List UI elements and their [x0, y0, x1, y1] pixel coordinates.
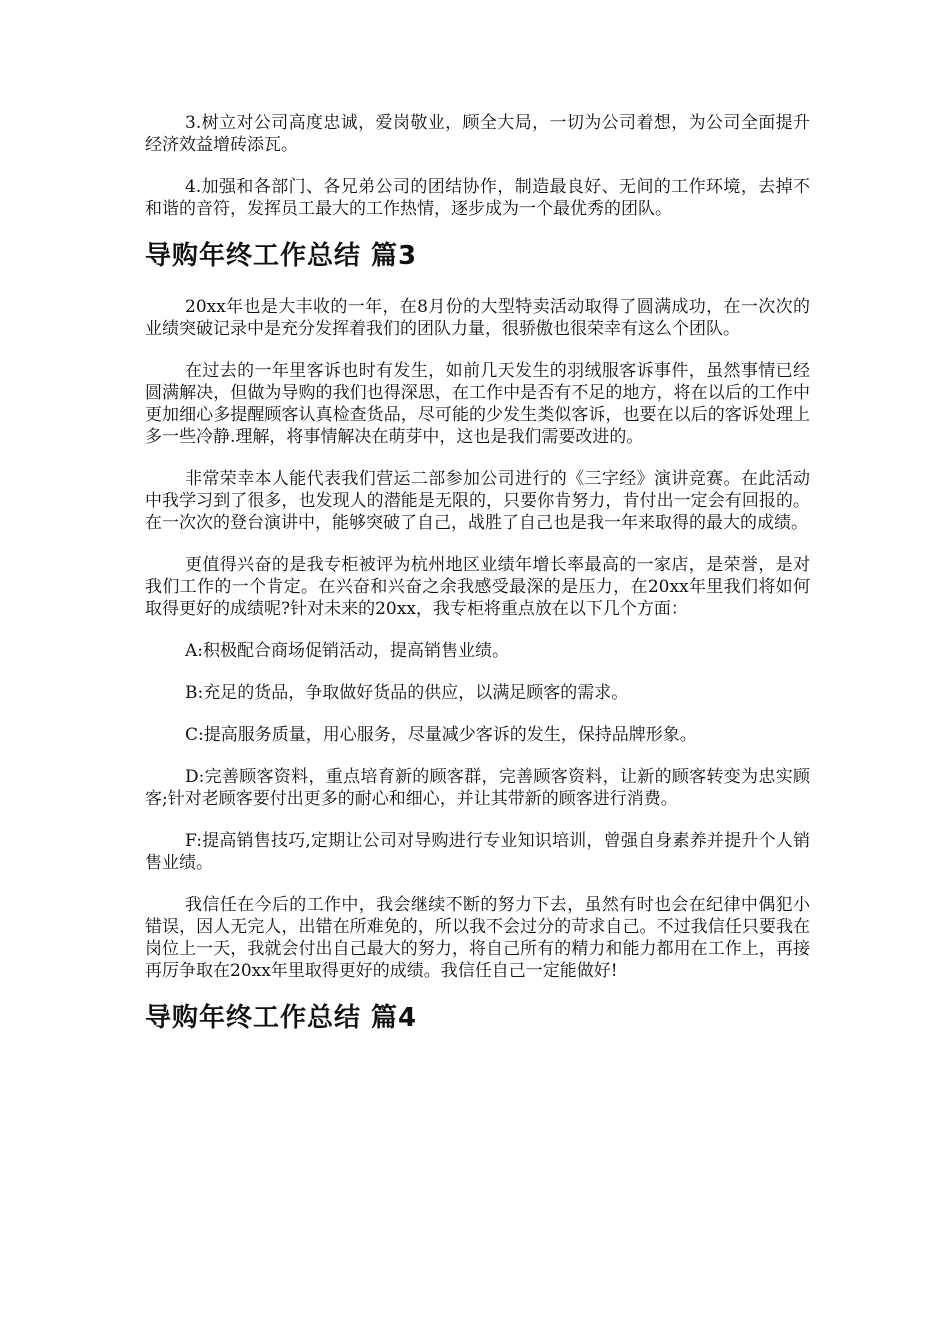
paragraph: 4.加强和各部门、各兄弟公司的团结协作，制造最良好、无间的工作环境，去掉不和谐的音符，发挥员工最大的工作热情，逐步成为一个最优秀的团队。 [145, 177, 810, 219]
section-heading: 导购年终工作总结 篇4 [145, 1003, 418, 1033]
paragraph: 更值得兴奋的是我专柜被评为杭州地区业绩年增长率最高的一家店，是荣誉，是对我们工作的一个肯定。在兴奋和兴奋之余我感受最深的是压力，在20xx年里我们将如何取得更好的成绩呢?针对未来的20xx，我专柜将重点放在以下几个方面： [145, 555, 810, 619]
paragraph: 非常荣幸本人能代表我们营运二部参加公司进行的《三字经》演讲竞赛。在此活动中我学习到了很多，也发现人的潜能是无限的，只要你肯努力，肯付出一定会有回报的。在一次次的登台演讲中，能够突破了自己，战胜了自己也是我一年来取得的最大的成绩。 [145, 469, 810, 533]
list-item: A:积极配合商场促销活动，提高销售业绩。 [185, 641, 510, 661]
list-item: B:充足的货品，争取做好货品的供应，以满足顾客的需求。 [185, 683, 629, 703]
paragraph: 在过去的一年里客诉也时有发生，如前几天发生的羽绒服客诉事件，虽然事情已经圆满解决，但做为导购的我们也得深思，在工作中是否有不足的地方，将在以后的工作中更加细心多提醒顾客认真检查货品，尽可能的少发生类似客诉，也要在以后的客诉处理上多一些冷静.理解，将事情解决在萌芽中，这也是我们需要改进的。 [145, 361, 810, 447]
paragraph: 20xx年也是大丰收的一年，在8月份的大型特卖活动取得了圆满成功，在一次次的业绩突破记录中是充分发挥着我们的团队力量，很骄傲也很荣幸有这么个团队。 [145, 297, 810, 339]
list-item: C:提高服务质量，用心服务，尽量减少客诉的发生，保持品牌形象。 [185, 725, 697, 745]
list-item: D:完善顾客资料，重点培育新的顾客群，完善顾客资料，让新的顾客转变为忠实顾客;针对老顾客要付出更多的耐心和细心，并让其带新的顾客进行消费。 [145, 767, 810, 809]
paragraph: 我信任在今后的工作中，我会继续不断的努力下去，虽然有时也会在纪律中偶犯小错误，因人无完人，出错在所难免的，所以我不会过分的苛求自己。不过我信任只要我在岗位上一天，我就会付出自己最大的努力，将自己所有的精力和能力都用在工作上，再接再厉争取在20xx年里取得更好的成绩。我信任自己一定能做好! [145, 895, 810, 981]
paragraph: 3.树立对公司高度忠诚，爱岗敬业，顾全大局，一切为公司着想，为公司全面提升经济效益增砖添瓦。 [145, 113, 810, 155]
document-body [145, 112, 810, 1058]
section-heading: 导购年终工作总结 篇3 [145, 241, 418, 271]
list-item: F:提高销售技巧,定期让公司对导购进行专业知识培训，曾强自身素养并提升个人销售业绩。 [145, 831, 810, 873]
